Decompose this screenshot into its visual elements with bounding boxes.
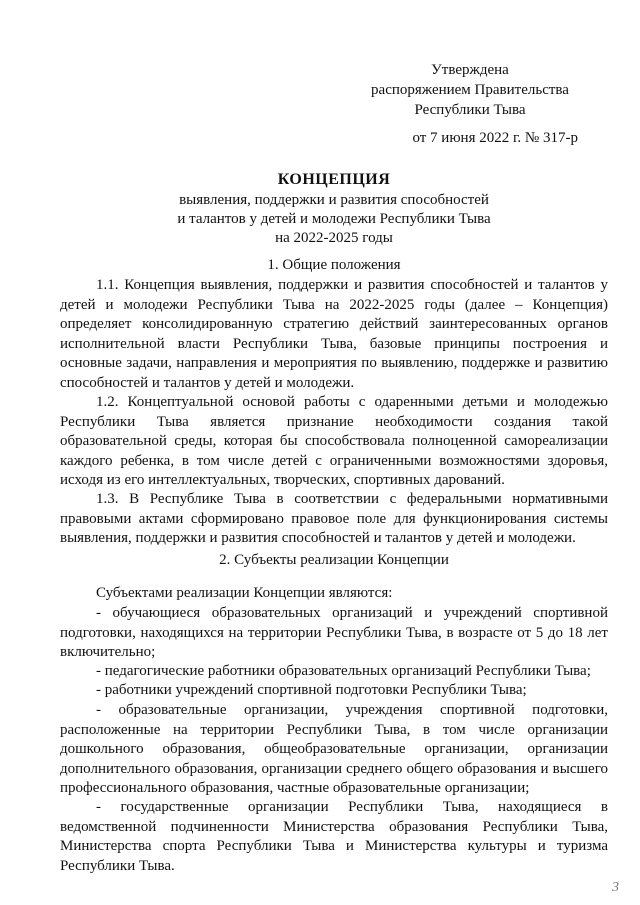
title-sub-line-1: выявления, поддержки и развития способностей — [179, 192, 489, 208]
approval-date: от 7 июня 2022 г. № 317-р — [412, 130, 578, 146]
approval-line-approved: Утверждена — [431, 62, 509, 78]
paragraph-1-3: 1.3. В Республике Тыва в соответствии с федеральными нормативными правовыми актами сформировано правовое поле для функционирования системы выявления, поддержки и развития способностей и талантов у детей и молодежи. — [60, 491, 608, 546]
section-1-heading: 1. Общие положения — [267, 257, 401, 273]
subjects-intro: Субъектами реализации Концепции являются: — [96, 585, 393, 601]
title-sub-line-3: на 2022-2025 годы — [275, 230, 393, 246]
subjects-item-sport-workers: - работники учреждений спортивной подготовки Республики Тыва; — [96, 682, 527, 698]
paragraph-1-1: 1.1. Концепция выявления, поддержки и развития способностей и талантов у детей и молодежи Республики Тыва на 2022-2025 годы (далее – Концепция) определяет консолидированную стратегию действий заинтересованных органов исполнительной власти Республики Тыва, базовые принципы построения и основные задачи, направления и мероприятия по выявлению, поддержке и развитию способностей и талантов у детей и молодежи. — [60, 277, 608, 391]
title-main: КОНЦЕПЦИЯ — [277, 171, 391, 188]
paragraph-1-2: 1.2. Концептуальной основой работы с одаренными детьми и молодежью Республики Тыва является признание необходимости создания такой образовательной среды, которая бы способствовала полноценной самореализации каждого ребенка, в том числе детей с ограниченными возможностями здоровья, исходя из его интеллектуальных, творческих, спортивных дарований. — [60, 394, 608, 488]
approval-line-order: распоряжением Правительства — [371, 82, 569, 98]
subjects-item-students: - обучающиеся образовательных организаций и учреждений спортивной подготовки, находящихся на территории Республики Тыва, в возрасте от 5 до 18 лет включительно; — [60, 605, 608, 660]
page-number: 3 — [612, 880, 619, 895]
document-title — [60, 170, 608, 248]
approval-stamp — [360, 60, 580, 148]
subjects-item-state-organizations: - государственные организации Республики Тыва, находящиеся в ведомственной подчиненности Министерства образования Республики Тыва, Министерства спорта Республики Тыва и Министерства культуры и туризма Республики Тыва. — [60, 799, 608, 874]
subjects-item-teachers: - педагогические работники образовательных организаций Республики Тыва; — [96, 663, 591, 679]
approval-line-republic: Республики Тыва — [414, 102, 526, 118]
subjects-item-organizations: - образовательные организации, учреждения спортивной подготовки, расположенные на территории Республики Тыва, в том числе организации дошкольного образования, общеобразовательные организации, организации дополнительного образования, организации среднего общего образования и высшего профессионального образования, частные образовательные организации; — [60, 702, 608, 796]
section-2-heading: 2. Субъекты реализации Концепции — [219, 552, 449, 568]
title-sub-line-2: и талантов у детей и молодежи Республики Тыва — [177, 211, 491, 227]
